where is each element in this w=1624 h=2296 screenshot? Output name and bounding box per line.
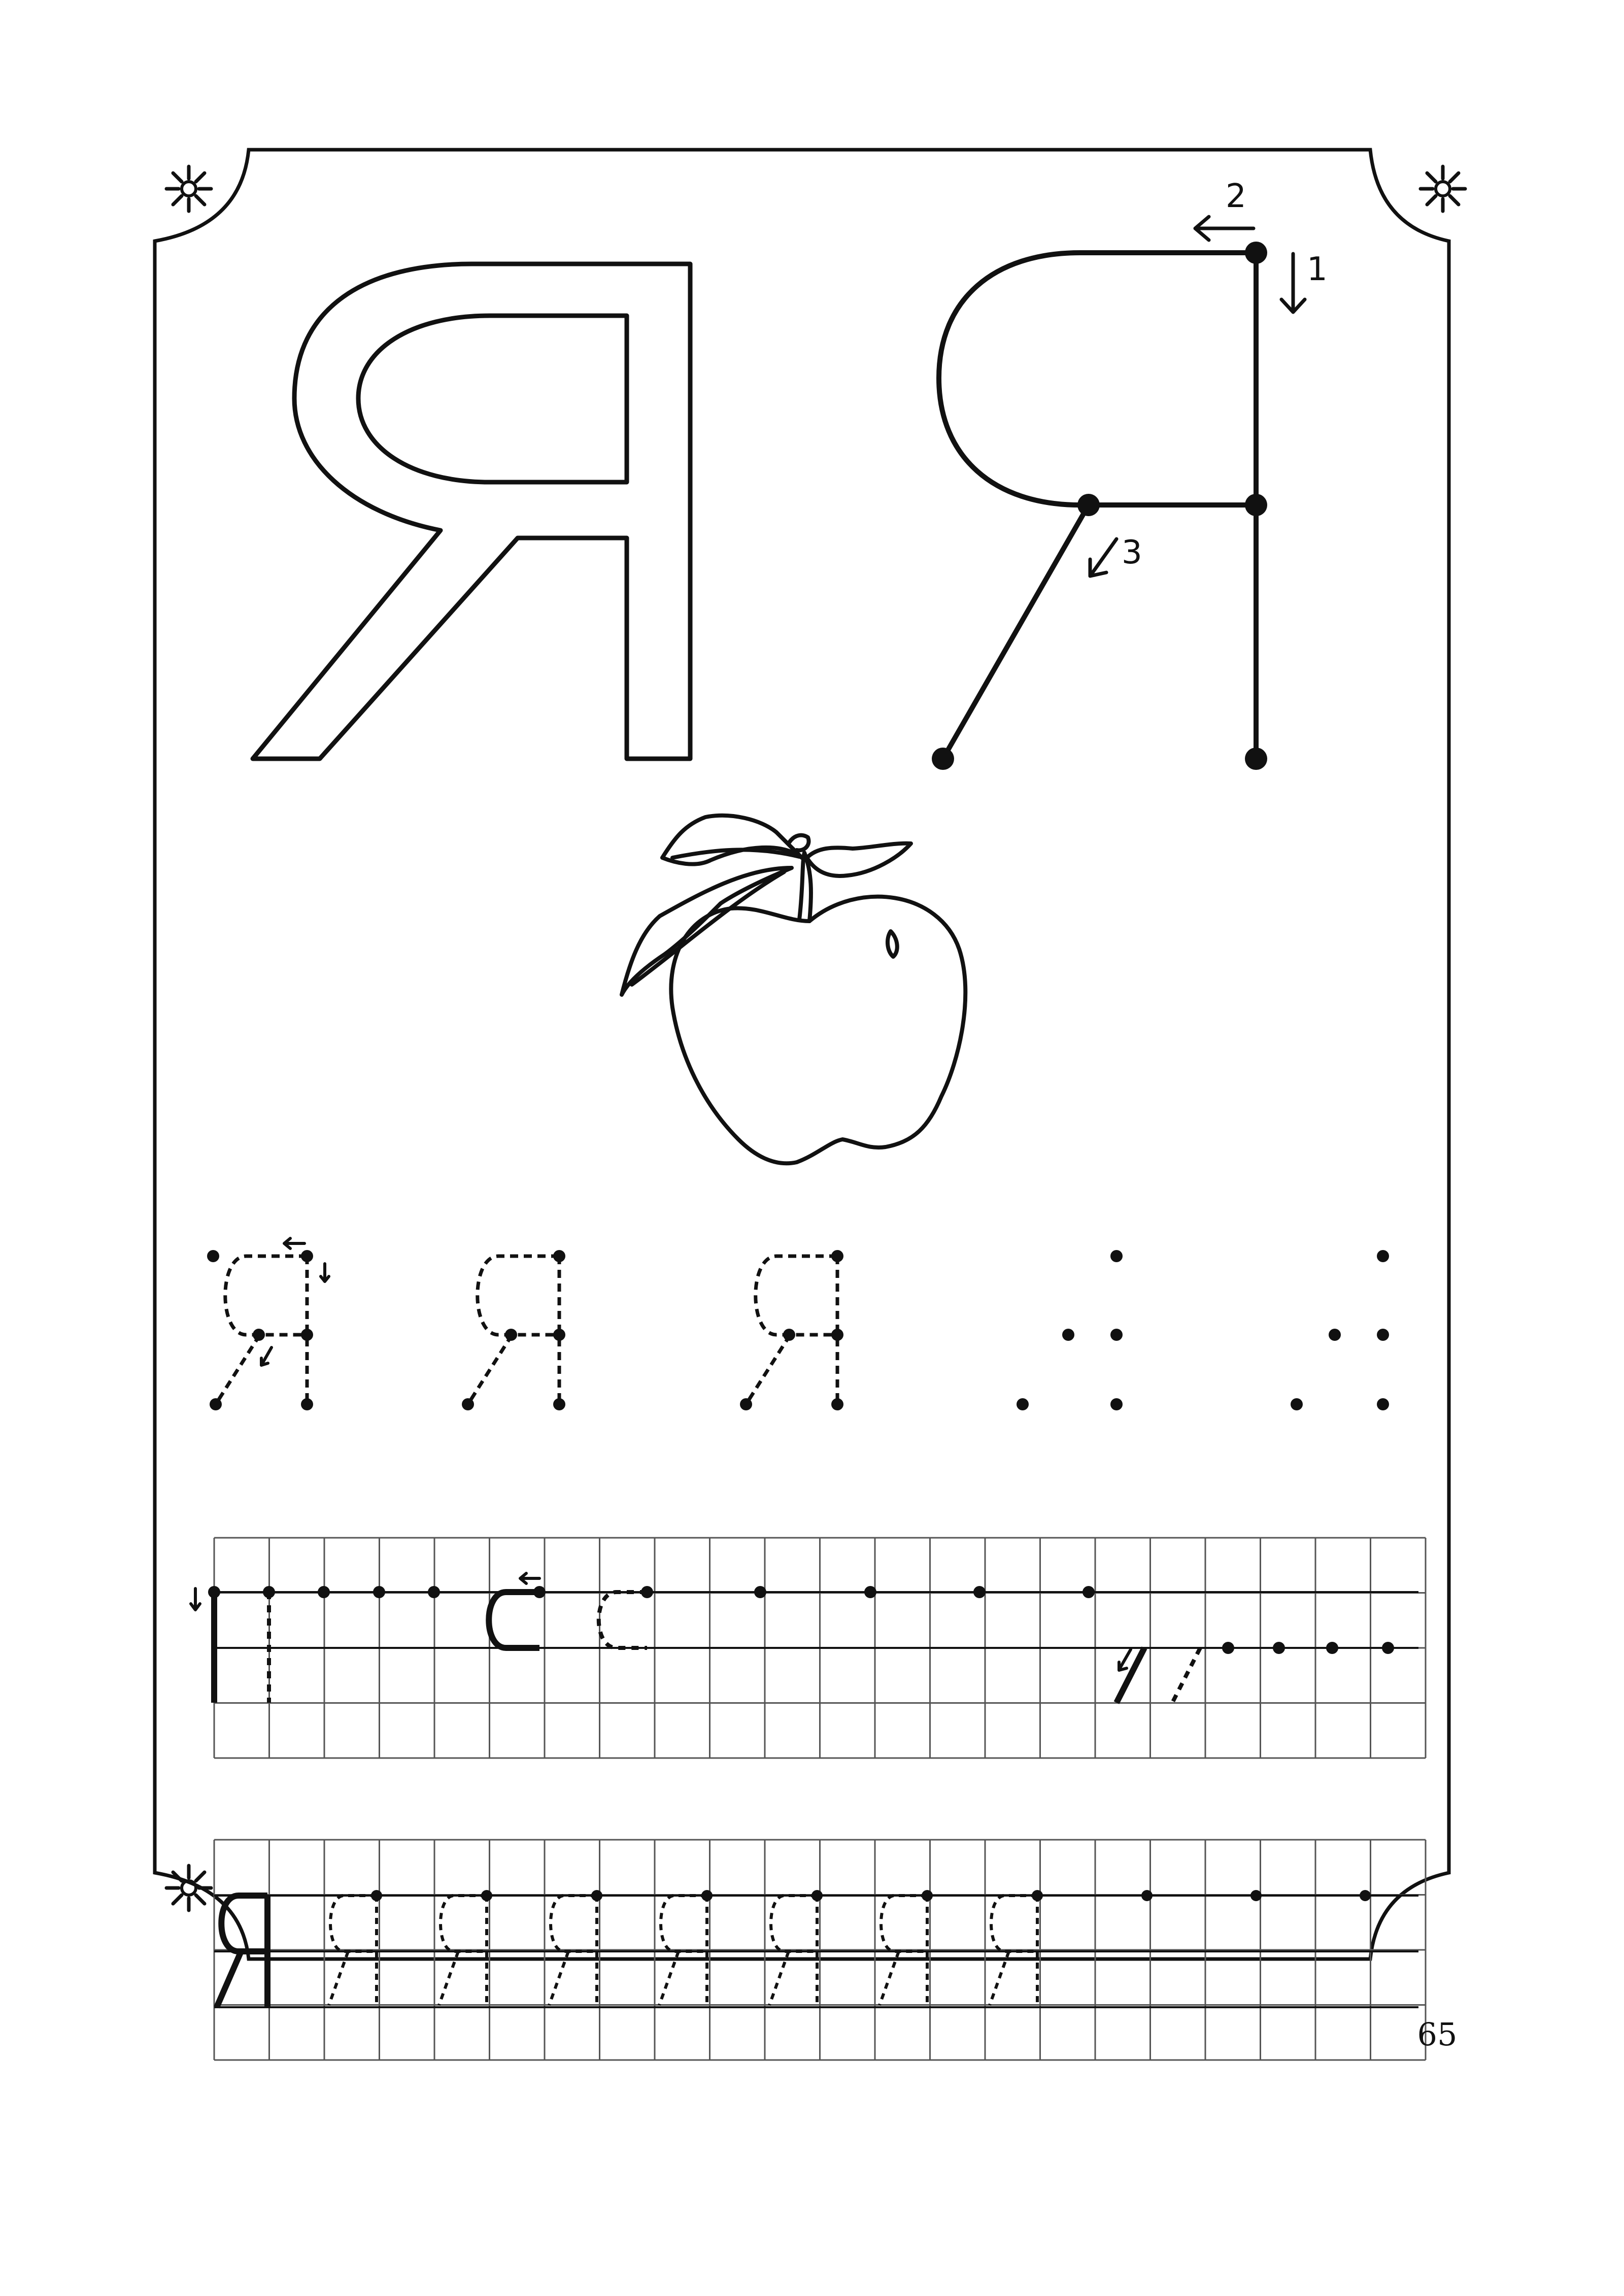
corner-ornament-icon <box>1420 166 1465 211</box>
letter-outline-large <box>253 264 690 759</box>
stroke-sample <box>489 1592 539 1648</box>
apple-illustration <box>622 816 965 1163</box>
stroke-order-label: 3 <box>1122 534 1142 571</box>
stroke-order-label: 1 <box>1307 251 1328 288</box>
stroke-trace <box>599 1592 647 1648</box>
stroke-trace <box>1172 1648 1200 1703</box>
corner-ornament-icon <box>166 1866 211 1910</box>
corner-ornament-icon <box>166 166 211 211</box>
dot-guide-letter <box>1291 1250 1389 1410</box>
stroke-sample <box>1116 1648 1144 1703</box>
stroke-order-label: 2 <box>1226 178 1246 215</box>
writing-grid-letter-practice <box>214 1840 1426 2060</box>
page-number: 65 <box>1417 2016 1458 2053</box>
letter-stroke-guide <box>932 217 1305 770</box>
writing-grid-practice-elements <box>191 1538 1426 1758</box>
stroke-hint-arrows <box>261 1238 329 1365</box>
dot-guide-letter <box>1017 1250 1123 1410</box>
tracing-letter <box>207 1250 843 1410</box>
